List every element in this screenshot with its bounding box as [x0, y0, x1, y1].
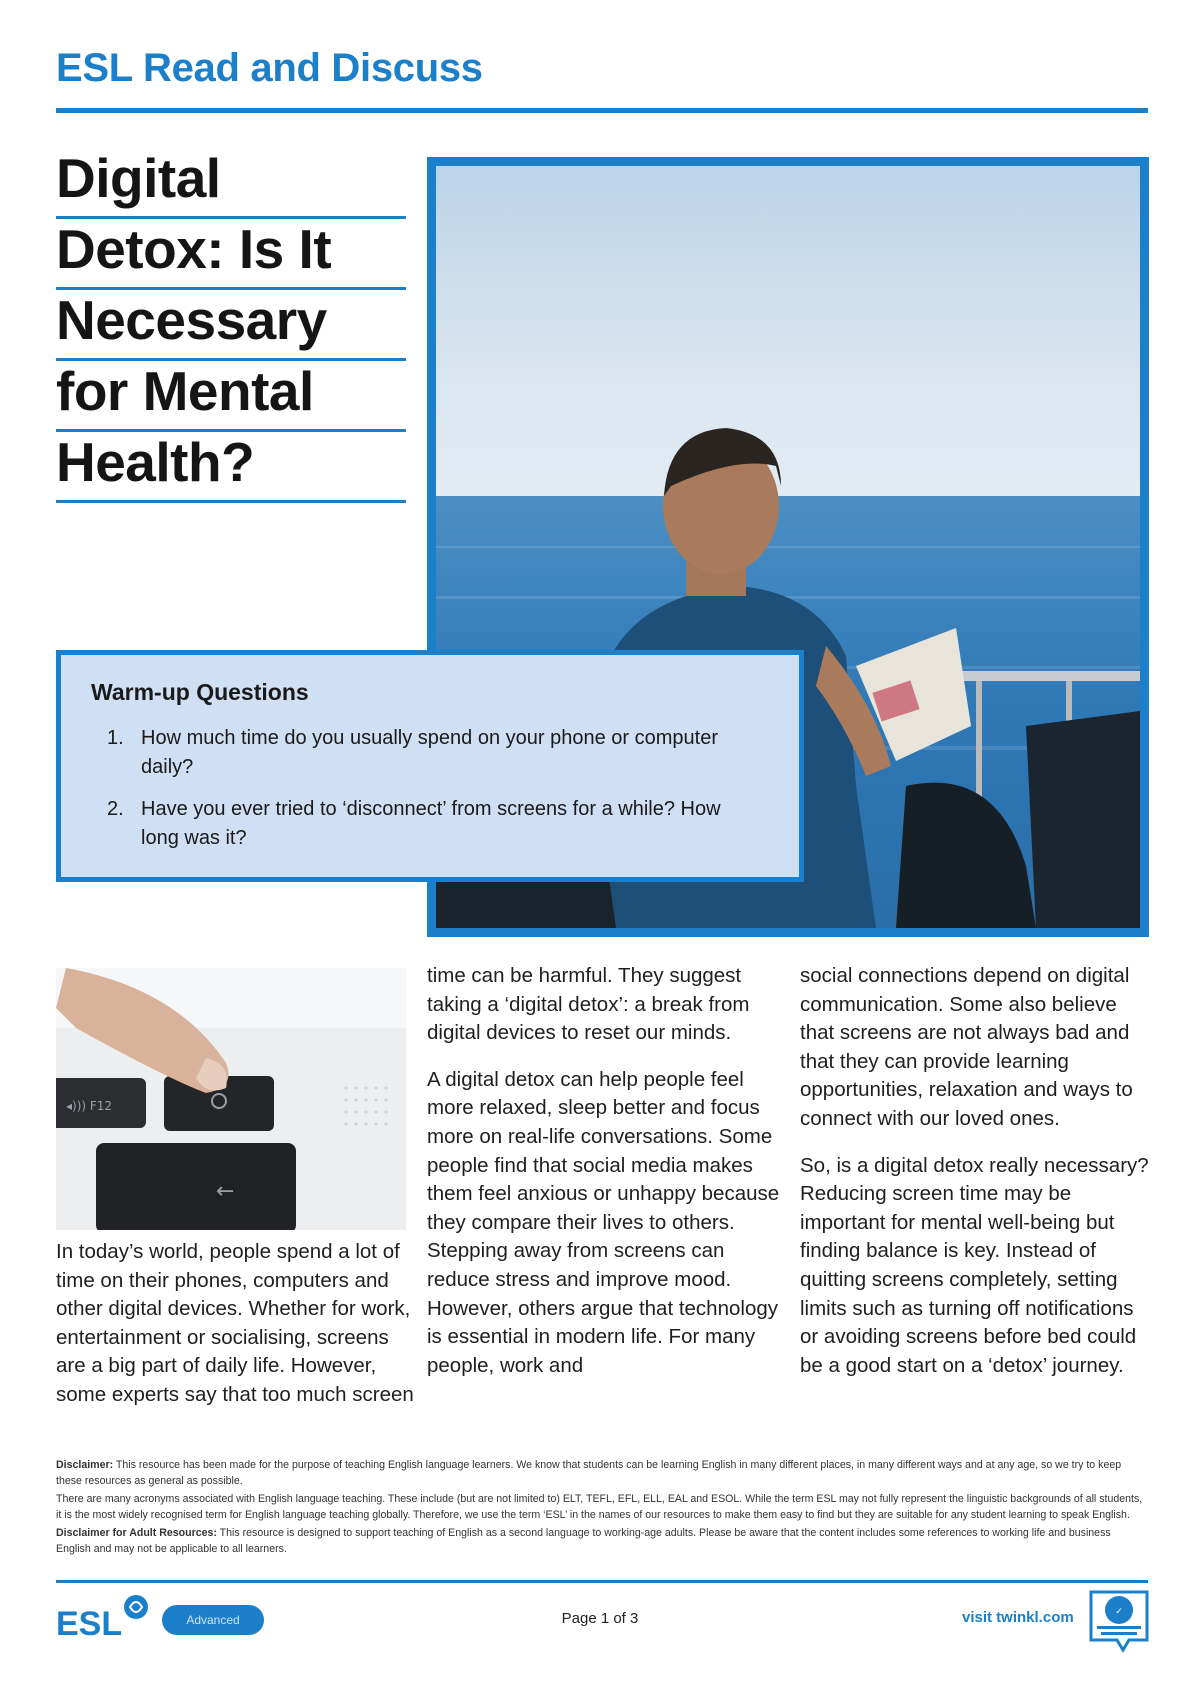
disclaimer [56, 1458, 1148, 1560]
visit-link[interactable]: visit twinkl.com [962, 1609, 1074, 1626]
disclaimer-label: Disclaimer for Adult Resources: [56, 1527, 217, 1539]
question-number: 1. [107, 727, 124, 749]
body-column-3 [800, 962, 1155, 1398]
disclaimer-paragraph [56, 1526, 1148, 1557]
title-line: Necessary [56, 290, 406, 361]
title-line: for Mental [56, 361, 406, 432]
header-divider [56, 108, 1148, 113]
disclaimer-paragraph [56, 1458, 1148, 1489]
disclaimer-text: This resource has been made for the purpose of teaching English language learners. We know that students can be learning English in many different places, in many different ways and at any age, so we try to keep these resources as general as possible. [56, 1459, 1122, 1487]
question-number: 2. [107, 798, 124, 820]
svg-text:✓: ✓ [1115, 1607, 1123, 1617]
footer-divider [56, 1580, 1148, 1583]
body-column-2 [427, 962, 787, 1398]
disclaimer-text: This resource is designed to support teaching of English as a second language to working-age adults. Please be aware that the content includes some references to working life and business English and may not be applicable to all learners. [56, 1527, 1111, 1555]
list-item [91, 795, 769, 853]
page-number: Page 1 of 3 [561, 1610, 639, 1627]
list-item [91, 724, 769, 782]
body-paragraph: So, is a digital detox really necessary? Reducing screen time may be important for mental well-being but finding balance is key. Instead of quitting screens completely, setting limits such as turning off notifications or avoiding screens before bed could be a good start on a ‘detox’ journey. [800, 1153, 1149, 1377]
keyboard-photo-illustration [56, 968, 406, 1230]
quality-badge-icon [1083, 1584, 1155, 1656]
title-line: Health? [56, 432, 406, 503]
header-title: ESL Read and Discuss [56, 46, 483, 90]
body-paragraph: In today’s world, people spend a lot of time on their phones, computers and other digital devices. Whether for work, entertainment or socialising, screens are a big part of daily life. However, some experts say that too much screen [56, 1240, 414, 1406]
level-badge: Advanced [162, 1605, 264, 1635]
keyboard-photo [56, 968, 406, 1230]
body-paragraph: social connections depend on digital communication. Some also believe that screens are not always bad and that they can provide learning opportunities, relaxation and ways to connect with our loved ones. [800, 964, 1133, 1130]
body-paragraph: A digital detox can help people feel more relaxed, sleep better and focus more on real-life conversations. Some people find that social media makes them feel anxious or unhappy because they compare their lives to others. Stepping away from screens can reduce stress and improve mood. However, others argue that technology is essential in modern life. For many people, work and [427, 1067, 780, 1377]
warmup-question-list [91, 724, 769, 853]
article-title [56, 148, 406, 503]
warmup-heading: Warm-up Questions [91, 679, 309, 705]
question-text: How much time do you usually spend on your phone or computer daily? [141, 727, 718, 778]
svg-text:◂))) F12: ◂))) F12 [66, 1099, 113, 1113]
body-column-1 [56, 1238, 416, 1428]
title-line: Detox: Is It [56, 219, 406, 290]
disclaimer-paragraph: There are many acronyms associated with English language teaching. These include (but are not limited to) ELT, TEFL, EFL, ELL, EAL and ESOL. While the term ESL may not fully represent the linguistic backgrounds of all students, it is the most widely recognised term for English language teaching globally. Therefore, we use the term ‘ESL’ in the names of our resources to make them easy to find but they are suitable for any student learning to speak English. [56, 1493, 1143, 1521]
logo-text: ESL [56, 1605, 123, 1643]
title-line: Digital [56, 148, 406, 219]
warmup-panel [56, 650, 804, 882]
svg-text:←: ← [216, 1179, 235, 1204]
disclaimer-label: Disclaimer: [56, 1459, 114, 1471]
question-text: Have you ever tried to ‘disconnect’ from screens for a while? How long was it? [141, 798, 721, 849]
body-paragraph: time can be harmful. They suggest taking a ‘digital detox’: a break from digital devices to reset our minds. [427, 964, 750, 1045]
